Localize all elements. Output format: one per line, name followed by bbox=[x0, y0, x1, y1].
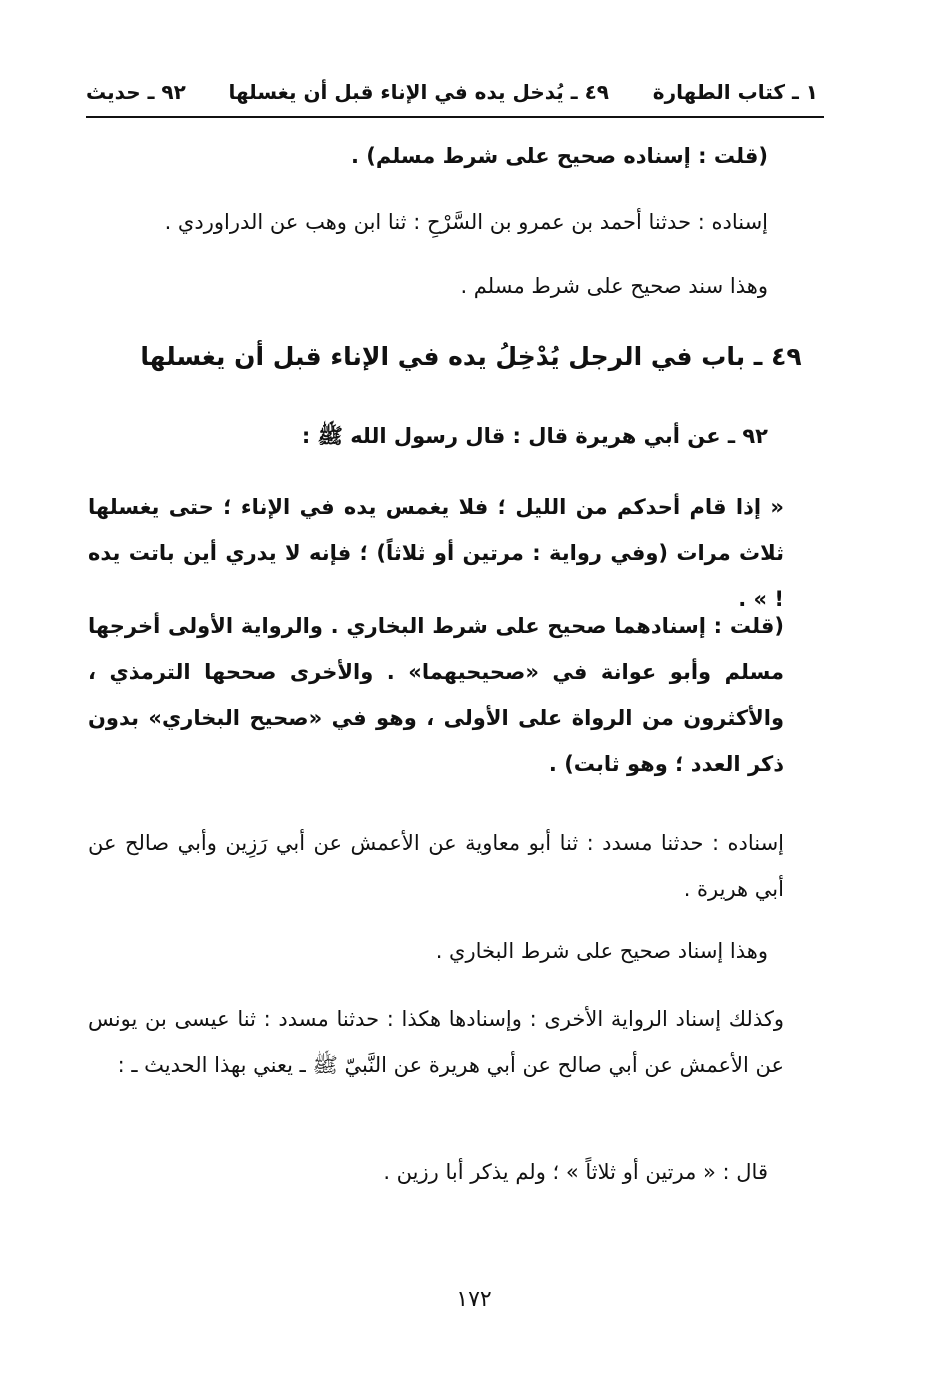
isnad-paragraph-1: إسناده : حدثنا أحمد بن عمرو بن السَّرْحِ : ثنا ابن وهب عن الدراوردي . bbox=[164, 210, 768, 234]
isnad-verdict-2: وهذا إسناد صحيح على شرط البخاري . bbox=[435, 939, 768, 963]
isnad-verdict-1: وهذا سند صحيح على شرط مسلم . bbox=[460, 274, 768, 298]
scholar-note-1: (قلت : إسناده صحيح على شرط مسلم) . bbox=[350, 144, 768, 168]
isnad-paragraph-2: إسناده : حدثنا مسدد : ثنا أبو معاوية عن الأعمش عن أبي رَزِين وأبي صالح عن أبي هريرة . bbox=[88, 831, 784, 901]
final-remark: قال : « مرتين أو ثلاثاً » ؛ ولم يذكر أبا رزين . bbox=[383, 1160, 768, 1184]
running-header bbox=[86, 72, 824, 118]
header-hadith-number: ٩٢ ـ حديث bbox=[86, 80, 186, 104]
page-number: ١٧٢ bbox=[456, 1287, 492, 1312]
chapter-heading: ٤٩ ـ باب في الرجل يُدْخِلُ يده في الإناء قبل أن يغسلها bbox=[140, 342, 802, 371]
other-isnad-paragraph: وكذلك إسناد الرواية الأخرى : وإسنادها هكذا : حدثنا مسدد : ثنا عيسى بن يونس عن الأعمش عن أبي صالح عن أبي هريرة عن النَّبيّ ﷺ ـ يعني بهذا الحديث ـ : bbox=[88, 1007, 784, 1077]
scholar-note-2: (قلت : إسنادهما صحيح على شرط البخاري . والرواية الأولى أخرجها مسلم وأبو عوانة في «صحيحيهما» . والأخرى صححها الترمذي ، والأكثرون من الرواة على الأولى ، وهو في «صحيح البخاري» بدون ذكر العدد ؛ وهو ثابت) . bbox=[88, 614, 784, 776]
hadith-text: « إذا قام أحدكم من الليل ؛ فلا يغمس يده في الإناء ؛ حتى يغسلها ثلاث مرات (وفي رواية : مرتين أو ثلاثاً) ؛ فإنه لا يدري أين باتت يده ! » . bbox=[88, 495, 784, 611]
header-chapter-title: ٤٩ ـ يُدخل يده في الإناء قبل أن يغسلها bbox=[228, 80, 609, 104]
header-book-title: ١ ـ كتاب الطهارة bbox=[652, 80, 818, 104]
hadith-intro: ٩٢ ـ عن أبي هريرة قال : قال رسول الله ﷺ : bbox=[301, 424, 768, 448]
